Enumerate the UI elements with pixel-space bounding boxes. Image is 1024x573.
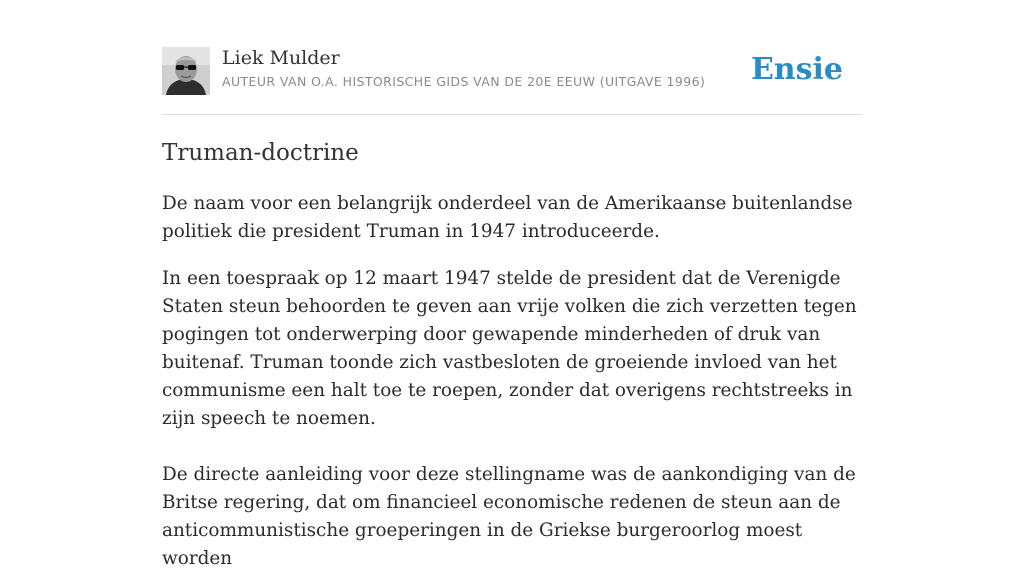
author-portrait-icon	[162, 47, 210, 95]
author-description: AUTEUR VAN O.A. HISTORISCHE GIDS VAN DE 20E EEUW (UITGAVE 1996)	[222, 74, 706, 89]
article-paragraph: In een toespraak op 12 maart 1947 stelde de president dat de Verenigde Staten steun behoorden te geven aan vrije volken die zich verzetten tegen pogingen tot onderwerping door gewapende minderheden of druk van buitenaf. Truman toonde zich vastbesloten de groeiende invloed van het communisme een halt toe te roepen, zonder dat overigens rechtstreeks in zijn speech te noemen.	[162, 268, 857, 429]
article-body	[162, 190, 862, 573]
article-card	[162, 0, 862, 569]
author-avatar[interactable]	[162, 47, 210, 95]
article-title: Truman-doctrine	[162, 140, 359, 166]
article-paragraph: De naam voor een belangrijk onderdeel van de Amerikaanse buitenlandse politiek die president Truman in 1947 introduceerde.	[162, 193, 853, 242]
author-name[interactable]: Liek Mulder	[222, 47, 340, 69]
brand-logo[interactable]: Ensie	[750, 52, 843, 87]
article-paragraph: De directe aanleiding voor deze stellingname was de aankondiging van de Britse regering, dat om financieel economische redenen de steun aan de anticommunistische groeperingen in de Griekse burgeroorlog moest worden	[162, 464, 856, 569]
author-header	[162, 44, 862, 115]
